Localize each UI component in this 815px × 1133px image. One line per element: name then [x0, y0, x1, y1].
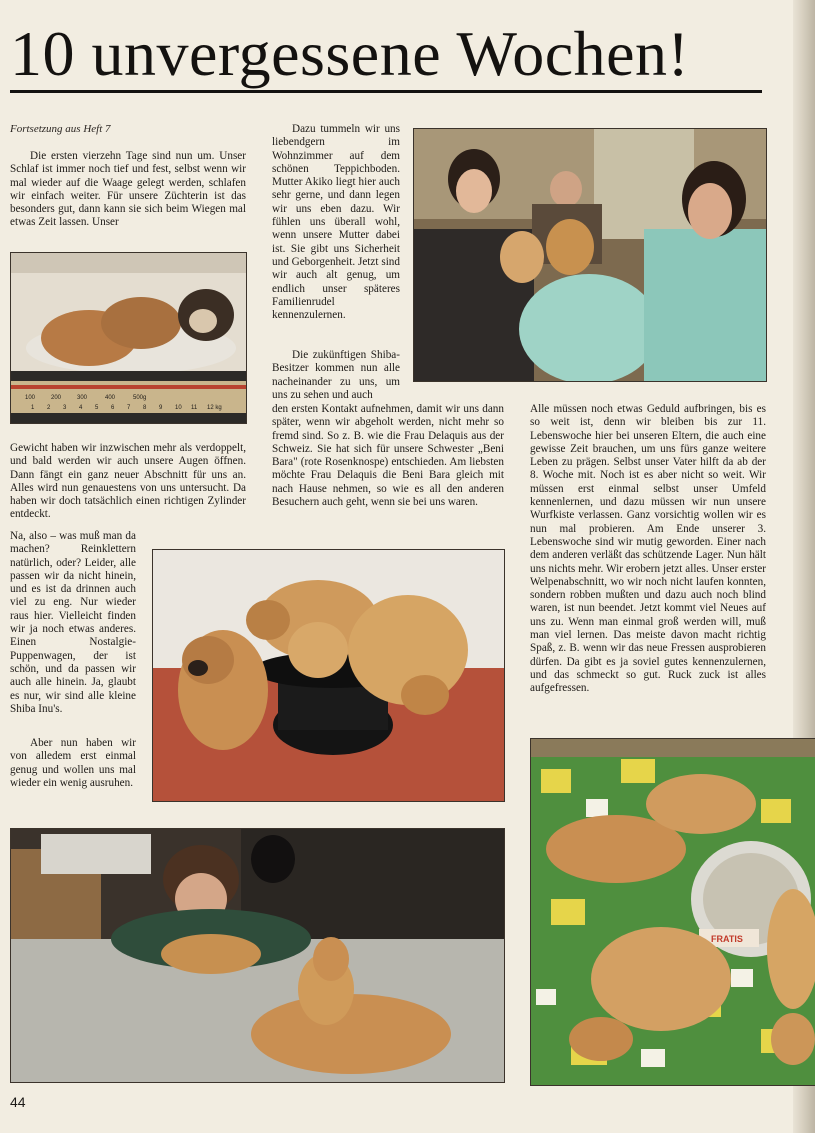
photo-top-hat — [152, 549, 505, 802]
scale-tick: 200 — [51, 395, 62, 401]
bowl-label: FRATIS — [711, 934, 743, 944]
scale-tick: 8 — [143, 405, 147, 411]
scale-tick: 11 — [191, 405, 198, 411]
page-number: 44 — [10, 1094, 26, 1110]
scale-tick: 2 — [47, 405, 51, 411]
scale-tick: 4 — [79, 405, 83, 411]
headline: 10 unvergessene Wochen! — [10, 18, 690, 89]
paragraph-owners-end: den ersten Kontakt aufnehmen, damit wir uns dann später, wenn wir abgeholt werden, nicht mehr so fremd sind. So z. B. wie die Frau Delaquis aus der Schweiz. Sie hat sich für unsere Schwester „Beni Bara" (rote Rosenknospe) entschieden. Am liebsten möchte Frau Delaquis die Beni Bara gleich mit nach Hause nehmen, so wie es all den anderen Besuchern auch geht, wenn sie bei uns waren. — [272, 403, 504, 509]
photo-feeding — [530, 738, 815, 1086]
paragraph-owners-start: Die zukünftigen Shiba-Besitzer kommen nun alle nacheinander zu uns, um uns zu sehen und auch — [272, 349, 400, 401]
paragraph-development: Alle müssen noch etwas Geduld aufbringen, bis es so weit ist, denn wir bleiben bis zur 11. Lebenswoche hier bei unseren Eltern, die auch eine gewisse Zeit brauchen, um uns fürs ganze weitere Leben zu prägen. Selbst unser Vater hilft da ab der 8. Woche mit. Noch ist es aber nicht so weit. Wir müssen erst einmal selbst unser Umfeld kennenlernen, und dazu müssen wir nun unsere Wurfkiste verlassen. Ganz vorsichtig wollen wir es nun mal probieren. Am Ende unserer 3. Lebenswoche sind wir mutig geworden. Einer nach dem anderen verläßt das schützende Lager. Nun hält uns nichts mehr. Wir erobern jetzt alles. Unser erster Welpenabschnitt, wo wir noch nicht laufen konnten, sondern robben mußten und dazu auch noch blind waren, ist nun beendet. Jetzt kommt viel Neues auf uns zu. Wenn man einmal groß werden will, muß man viel lernen. Das meiste davon macht richtig Spaß, z. B. wenn wir das neue Fressen ausprobieren dürfen. Da gibt es ja soviel gutes kennenzulernen, und das schmeckt so gut. Ruck zuck ist alles aufgefressen. — [530, 403, 766, 695]
scale-tick: 10 — [175, 405, 182, 411]
scale-tick: 100 — [25, 395, 36, 401]
paragraph-intro: Die ersten vierzehn Tage sind nun um. Unser Schlaf ist immer noch tief und fest, selbst wenn wir mal wieder auf die Waage gelegt werden, schlafen wir einfach weiter. Für unsere Züchterin ist das besonders gut, dann kann sie sich beim Wiegen mal etwas Zeit lassen. Unser — [10, 150, 246, 229]
photo-carpet — [10, 828, 505, 1083]
paragraph-living-room: Dazu tummeln wir uns liebendgern im Wohnzimmer auf dem schönen Teppichboden. Mutter Akiko liegt hier auch sehr gerne, und dann legen wir uns eben dazu. Wir fühlen uns überall wohl, wenn unsere Mutter dabei ist. Sie gibt uns Sicherheit und Geborgenheit. Jetzt sind wir auch alt genug, um endlich unser späteres Familienrudel kennenzulernen. — [272, 123, 400, 322]
continued-from-note: Fortsetzung aus Heft 7 — [10, 123, 111, 135]
paragraph-top-hat: Na, also – was muß man da machen? Reinklettern natürlich, oder? Leider, alle passen wir da nicht hinein, und es ist da drinnen auch viel zu eng. Nur wieder raus hier. Vielleicht finden wir ja noch etwas anderes. Einen Nostalgie-Puppenwagen, der ist schön, und da passen wir auch alle hinein. Ja, glaubt es nur, wir sind alle kleine Shiba Inu's. — [10, 530, 136, 715]
scale-tick: 3 — [63, 405, 67, 411]
scale-tick: 500g — [133, 395, 147, 401]
paragraph-weight: Gewicht haben wir inzwischen mehr als verdoppelt, und bald werden wir auch unsere Augen öffnen. Dann fängt ein ganz neuer Abschnitt für uns an. Alles wird nun genauestens von uns untersucht. Da haben wir doch tatsächlich einen richtigen Zylinder entdeckt. — [10, 442, 246, 521]
scale-tick: 6 — [111, 405, 115, 411]
scale-tick: 12 kg — [207, 405, 222, 411]
scale-tick: 7 — [127, 405, 131, 411]
scale-tick: 9 — [159, 405, 163, 411]
scale-tick: 5 — [95, 405, 99, 411]
photo-visitors — [413, 128, 767, 382]
paragraph-rest: Aber nun haben wir von alledem erst einmal genug und wollen uns mal wieder ein wenig ausruhen. — [10, 737, 136, 789]
scale-tick: 300 — [77, 395, 88, 401]
scale-tick: 1 — [31, 405, 35, 411]
scale-tick: 400 — [105, 395, 116, 401]
photo-scale — [10, 252, 247, 424]
headline-rule — [10, 90, 762, 93]
